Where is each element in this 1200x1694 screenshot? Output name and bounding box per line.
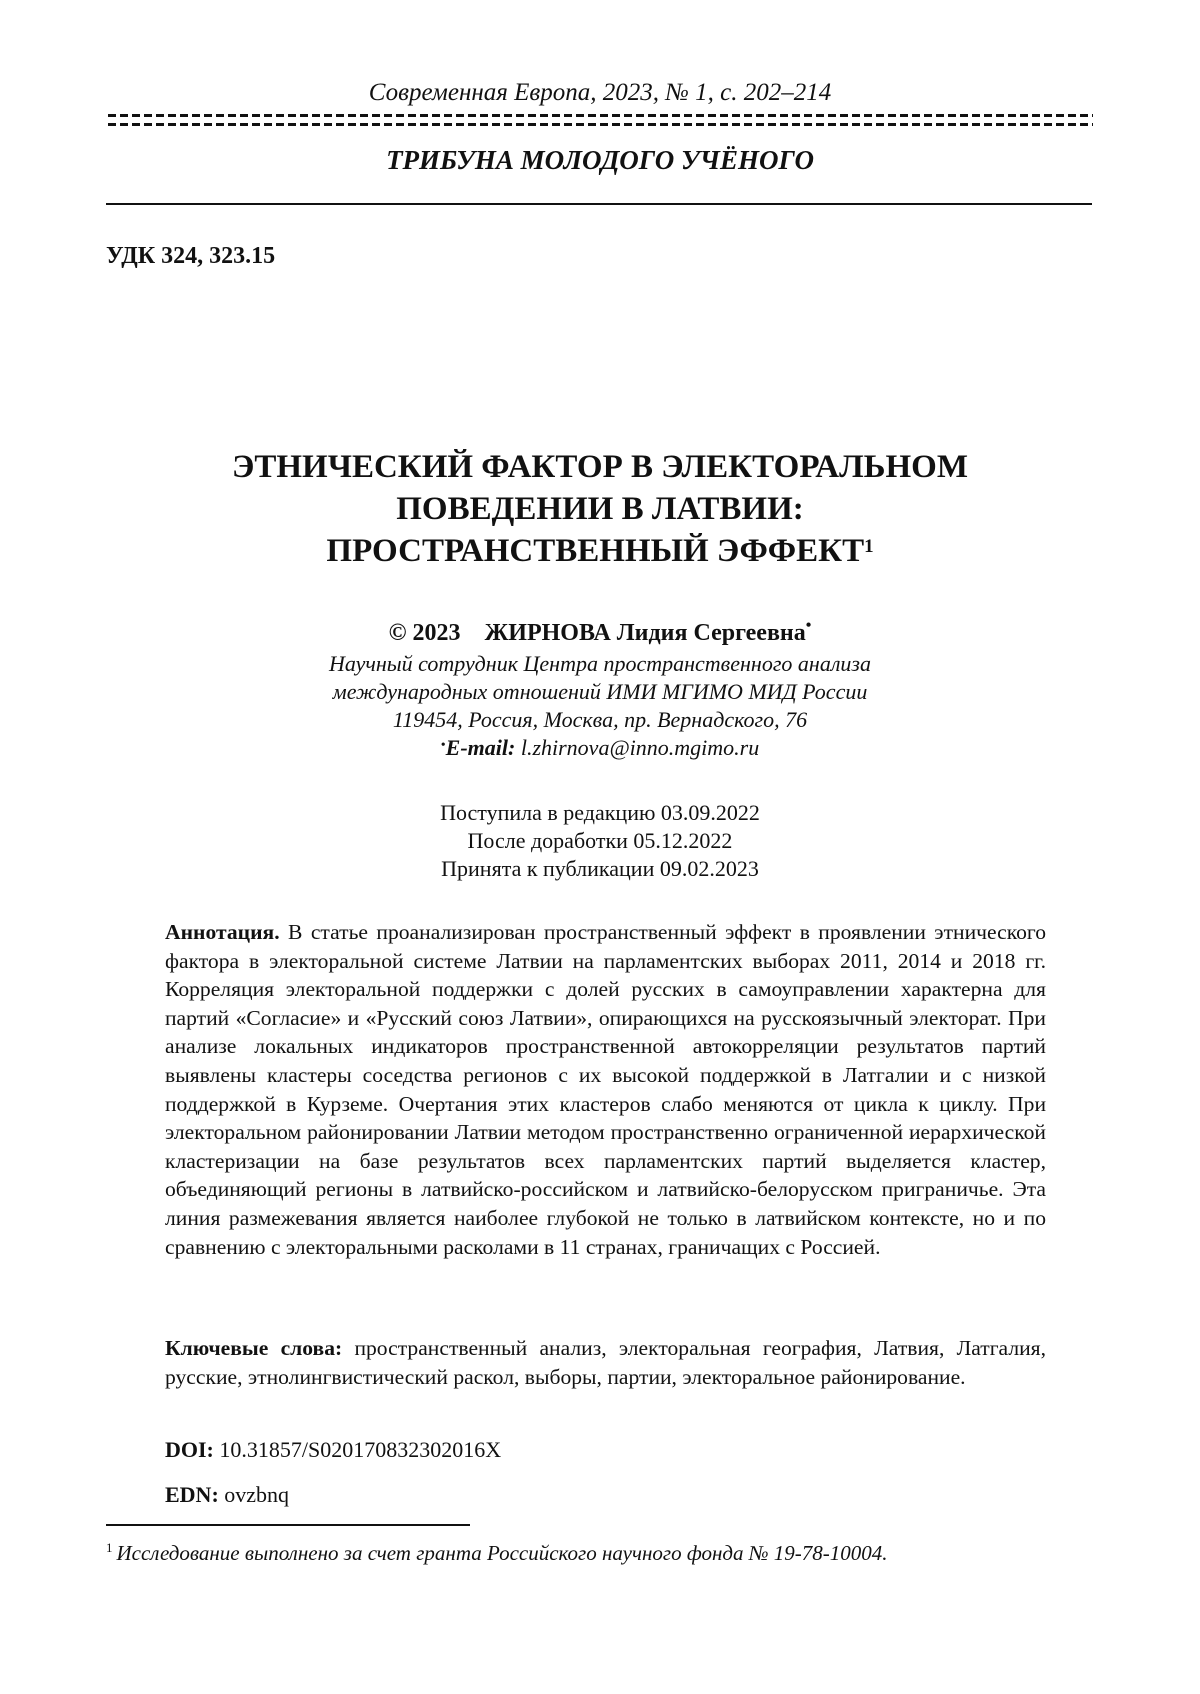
date-received: Поступила в редакцию 03.09.2022 <box>440 800 760 825</box>
title-footnote-mark[interactable]: 1 <box>864 536 874 557</box>
footnote-mark: 1 <box>106 1540 113 1555</box>
email-line <box>0 734 1200 762</box>
udk-code: УДК 324, 323.15 <box>106 243 276 269</box>
title-line-2: ПОВЕДЕНИИ В ЛАТВИИ: <box>396 491 804 527</box>
title-line-3 <box>0 530 1200 572</box>
footnote <box>106 1541 888 1566</box>
keywords-text: пространственный анализ, электоральная география, Латвия, Латгалия, русские, этнолингвистический раскол, выборы, партии, электоральное районирование. <box>165 1336 1046 1389</box>
article-dates <box>0 799 1200 883</box>
edn-value: ovzbnq <box>224 1482 290 1507</box>
email-label: E-mail: <box>445 735 516 760</box>
article-title <box>0 446 1200 572</box>
author-address: 119454, Россия, Москва, пр. Вернадского, 76 <box>392 707 808 732</box>
copyright-year: © 2023 <box>388 620 461 646</box>
author-mark: • <box>805 617 812 634</box>
author-line <box>0 617 1200 647</box>
abstract <box>165 918 1046 1261</box>
edn-line <box>165 1482 289 1508</box>
author-name: ЖИРНОВА Лидия Сергеевна <box>484 620 806 646</box>
double-dashed-divider <box>108 114 1093 128</box>
doi-line <box>165 1437 501 1463</box>
date-revised: После доработки 05.12.2022 <box>467 828 733 853</box>
keywords <box>165 1334 1046 1391</box>
abstract-text: В статье проанализирован пространственный эффект в проявлении этнического фактора в электоральной системе Латвии на парламентских выборах 2011, 2014 и 2018 гг. Корреляция электоральной поддержки с долей русских в самоуправлении характерна для партий «Согласие» и «Русский союз Латвии», опирающихся на русскоязычный электорат. При анализе локальных индикаторов пространственной автокорреляции результатов партий выявлены кластеры соседства регионов с их высокой поддержкой в Латгалии и с низкой поддержкой в Курземе. Очертания этих кластеров слабо меняются от цикла к циклу. При электоральном районировании Латвии методом пространственно ограниченной иерархической кластеризации на базе результатов всех парламентских партий выделяется кластер, объединяющий регионы в латвийско-российском и латвийско-белорусском приграничье. Эта линия размежевания является наиболее глубокой не только в латвийском контексте, но и по сравнению с электоральными расколами в 11 странах, граничащих с Россией. <box>165 920 1046 1259</box>
journal-citation: Современная Европа, 2023, № 1, с. 202–214 <box>368 79 832 106</box>
doi-value[interactable]: 10.31857/S020170832302016X <box>219 1437 502 1462</box>
edn-label: EDN: <box>165 1482 219 1507</box>
doi-label: DOI: <box>165 1437 214 1462</box>
abstract-label: Аннотация. <box>165 920 280 944</box>
date-accepted: Принята к публикации 09.02.2023 <box>441 856 759 881</box>
title-line-3-text: ПРОСТРАНСТВЕННЫЙ ЭФФЕКТ <box>326 533 865 569</box>
email-link[interactable]: l.zhirnova@inno.mgimo.ru <box>520 735 760 760</box>
title-line-1: ЭТНИЧЕСКИЙ ФАКТОР В ЭЛЕКТОРАЛЬНОМ <box>232 449 968 485</box>
keywords-label: Ключевые слова: <box>165 1336 343 1360</box>
footnote-text: Исследование выполнено за счет гранта Российского научного фонда № 19-78-10004. <box>116 1541 888 1565</box>
affiliation-line-1: Научный сотрудник Центра пространственного анализа <box>328 651 871 676</box>
author-affiliation <box>0 650 1200 762</box>
header-divider <box>106 203 1092 205</box>
footnote-divider <box>106 1524 470 1526</box>
email-mark: • <box>440 738 446 753</box>
affiliation-line-2: международных отношений ИМИ МГИМО МИД России <box>332 679 868 704</box>
section-heading: ТРИБУНА МОЛОДОГО УЧЁНОГО <box>386 145 814 175</box>
